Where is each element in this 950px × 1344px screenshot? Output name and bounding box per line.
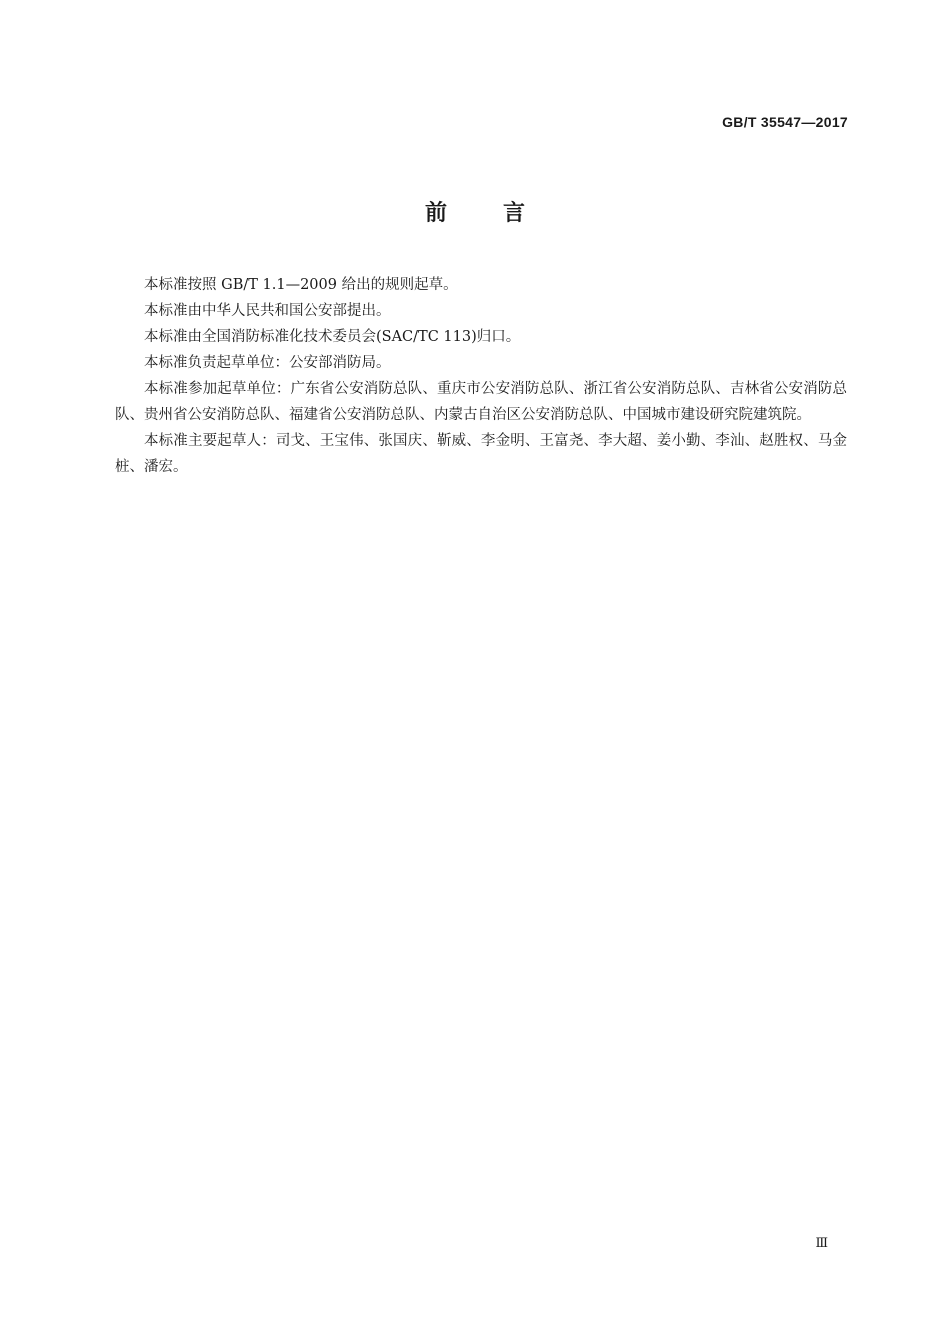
paragraph-proposer: 本标准由中华人民共和国公安部提出。 [144,303,391,319]
paragraph-main-drafters: 本标准主要起草人：司戈、王宝伟、张国庆、靳威、李金明、王富尧、李大超、姜小勤、李汕、赵胜权、马金桩、潘宏。 [115,433,847,475]
standard-code: GB/T 35547—2017 [722,114,848,130]
paragraph-drafting-rules: 本标准按照 GB/T 1.1—2009 给出的规则起草。 [144,277,458,293]
paragraph-participating-units: 本标准参加起草单位：广东省公安消防总队、重庆市公安消防总队、浙江省公安消防总队、吉林省公安消防总队、贵州省公安消防总队、福建省公安消防总队、内蒙古自治区公安消防总队、中国城市建设研究院建筑院。 [115,381,847,423]
page-title: 前言 [424,201,581,226]
paragraph-responsible-unit: 本标准负责起草单位：公安部消防局。 [144,355,391,371]
paragraph-administrator: 本标准由全国消防标准化技术委员会(SAC/TC 113)归口。 [144,329,521,345]
page-number: Ⅲ [815,1236,828,1251]
foreword-body [115,272,847,480]
